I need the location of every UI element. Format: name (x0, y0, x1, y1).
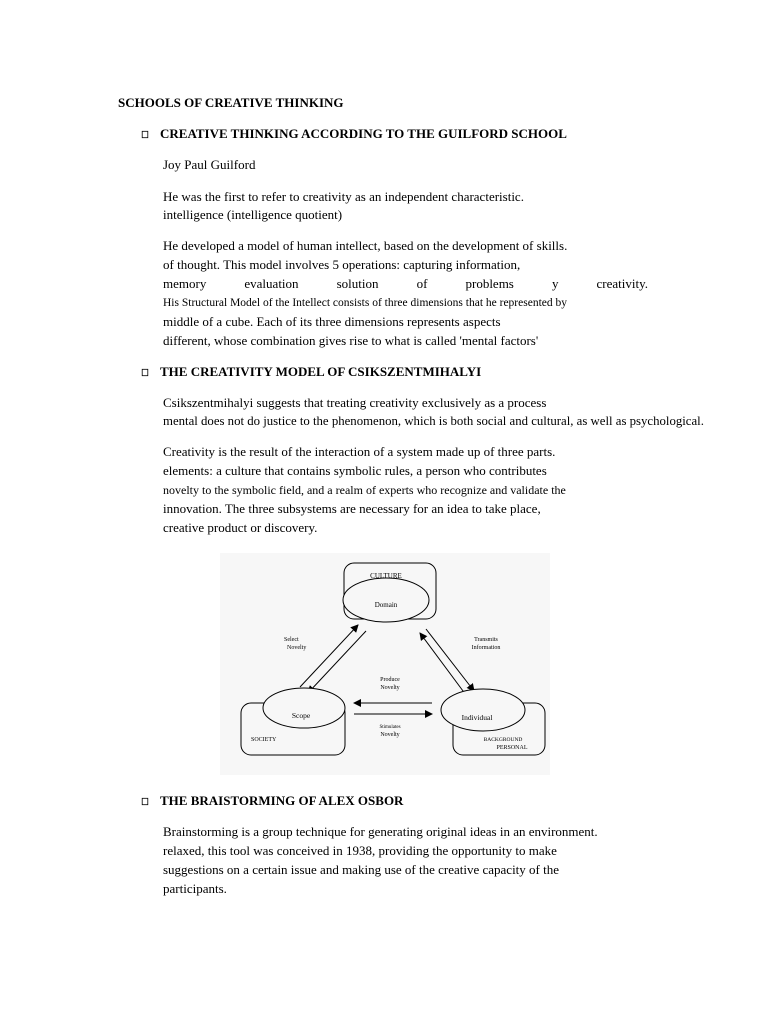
section-heading-guilford (141, 126, 567, 142)
word: of (416, 276, 428, 291)
paragraph-line: suggestions on a certain issue and making use of the creative capacity of the (163, 862, 560, 877)
paragraph-line: creative product or discovery. (163, 520, 318, 535)
domain-ellipse (343, 578, 429, 622)
arrow-down-right (426, 629, 474, 691)
paragraph-line: Brainstorming is a group technique for generating original ideas in an environment. (163, 824, 598, 839)
paragraph-line: Creativity is the result of the interaction of a system made up of three parts. (163, 444, 556, 459)
word: memory (163, 276, 207, 291)
arrow-down-left (308, 631, 366, 693)
section-heading-text: THE BRAISTORMING OF ALEX OSBOR (160, 793, 404, 808)
individual-ellipse (441, 689, 525, 731)
domain-label: Domain (374, 601, 398, 609)
diagram-svg (220, 553, 550, 775)
section-heading-text: THE CREATIVITY MODEL OF CSIKSZENTMIHALYI (160, 364, 482, 379)
culture-label: CULTURE (370, 572, 402, 580)
individual-label: Individual (461, 713, 493, 722)
society-label: SOCIETY (251, 737, 277, 743)
word: solution (336, 276, 379, 291)
bullet-icon (142, 369, 148, 376)
paragraph-line: novelty to the symbolic field, and a realm of experts who recognize and validate the (163, 483, 566, 497)
paragraph-line: His Structural Model of the Intellect consists of three dimensions that he represented by (163, 297, 567, 309)
word: problems (465, 276, 514, 291)
transmits-label: Transmits (474, 637, 498, 643)
paragraph-line: relaxed, this tool was conceived in 1938, providing the opportunity to make (163, 843, 557, 858)
paragraph-line: different, whose combination gives rise to what is called 'mental factors' (163, 333, 539, 348)
bullet-icon (142, 798, 148, 805)
bullet-icon (142, 131, 148, 138)
personal-label: PERSONAL (496, 745, 528, 751)
scope-ellipse (263, 688, 345, 728)
novelty-label: Novelty (287, 645, 307, 651)
paragraph-line: He was the first to refer to creativity as an independent characteristic. (163, 189, 524, 204)
paragraph-line: He developed a model of human intellect, based on the development of skills. (163, 238, 568, 253)
justified-line (163, 276, 648, 292)
systems-model-diagram (220, 553, 550, 775)
paragraph-line: Joy Paul Guilford (163, 157, 256, 172)
paragraph-line: of thought. This model involves 5 operations: capturing information, (163, 257, 521, 272)
paragraph-line: elements: a culture that contains symbolic rules, a person who contributes (163, 463, 547, 478)
word: evaluation (244, 276, 299, 291)
arrow-up-left (300, 625, 358, 687)
produce-novelty-label: Novelty (380, 685, 400, 691)
scope-label: Scope (291, 711, 311, 720)
produce-label: Produce (380, 677, 400, 683)
arrow-up-right (420, 633, 466, 695)
paragraph-line: participants. (163, 881, 227, 896)
word: y (551, 276, 559, 291)
paragraph-line: middle of a cube. Each of its three dimensions represents aspects (163, 314, 501, 329)
section-heading-text: CREATIVE THINKING ACCORDING TO THE GUILFORD SCHOOL (160, 126, 567, 141)
section-heading-brainstorming (141, 793, 403, 809)
information-label: Information (471, 645, 501, 651)
page-title: SCHOOLS OF CREATIVE THINKING (118, 95, 344, 110)
paragraph-line: Csikszentmihalyi suggests that treating creativity exclusively as a process (163, 395, 547, 410)
paragraph-line: intelligence (intelligence quotient) (163, 207, 343, 222)
select-label: Select (284, 637, 299, 643)
paragraph-line: mental does not do justice to the phenomenon, which is both social and cultural, as well as psychological. (163, 414, 704, 428)
section-heading-csikszentmihalyi (141, 364, 481, 380)
background-label: BACKGROUND (483, 737, 523, 743)
stimulates-label: Stimulates (379, 725, 401, 730)
paragraph-line: innovation. The three subsystems are necessary for an idea to take place, (163, 501, 541, 516)
word: creativity. (596, 276, 648, 291)
stimulates-novelty-label: Novelty (380, 732, 400, 738)
